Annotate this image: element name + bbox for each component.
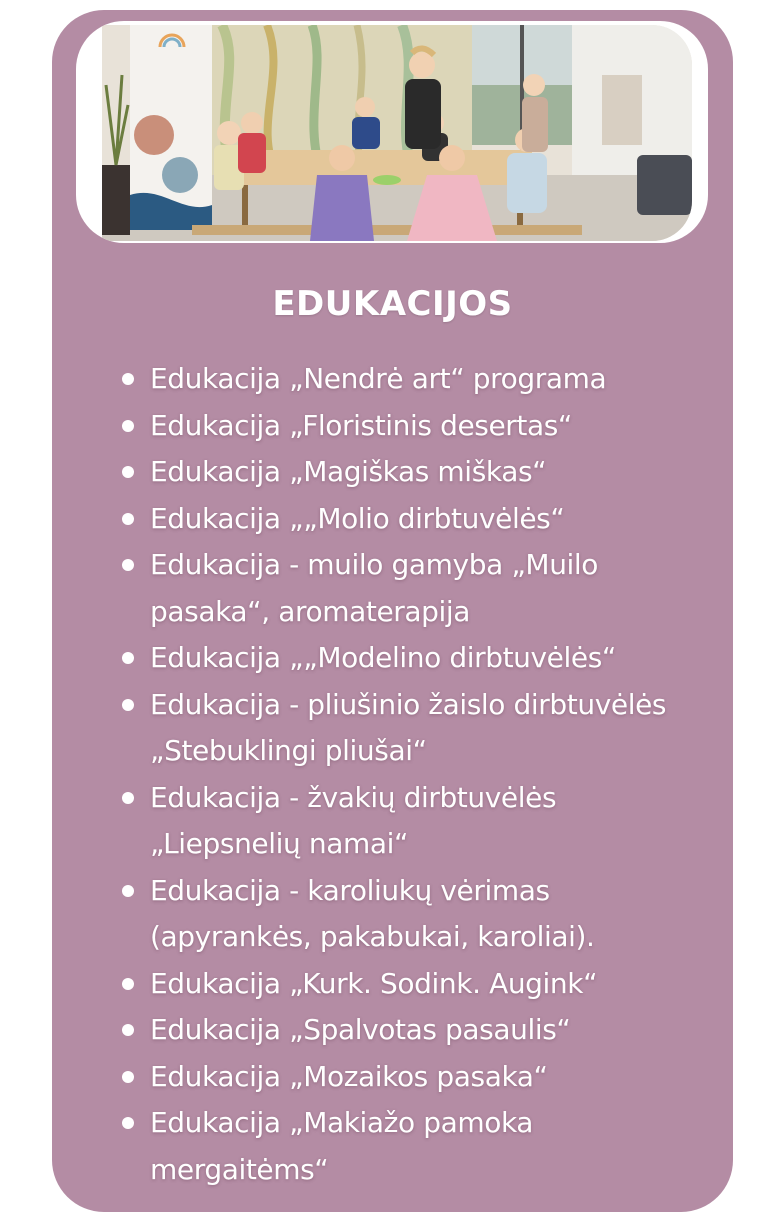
- list-item: [118, 1007, 708, 1054]
- bullet-icon: [122, 1071, 134, 1083]
- list-item-text: Edukacija „Floristinis desertas“: [150, 408, 573, 442]
- list-item-text: Edukacija „Magiškas miškas“: [150, 455, 547, 488]
- list-item-text: Edukacija „Makiažo pamoka mergaitėms“: [150, 1106, 534, 1186]
- list-item: [118, 635, 708, 682]
- bullet-icon: [122, 373, 134, 385]
- list-item-text: Edukacija „Nendrė art“ programa: [150, 362, 607, 395]
- list-item-text: Edukacija - žvakių dirbtuvėlės „Liepsnelių namai“: [150, 780, 557, 860]
- bullet-icon: [122, 885, 134, 897]
- bullet-icon: [122, 559, 134, 571]
- list-item-text: Edukacija - karoliukų vėrimas (apyrankės, pakabukai, karoliai).: [150, 873, 595, 953]
- list-item: [118, 775, 708, 868]
- bullet-icon: [122, 466, 134, 478]
- list-item: [118, 868, 708, 961]
- list-item: [118, 1054, 708, 1101]
- bullet-icon: [122, 652, 134, 664]
- list-item-text: Edukacija „Spalvotas pasaulis“: [150, 1013, 571, 1046]
- list-item: [118, 682, 708, 775]
- list-item: [118, 961, 708, 1008]
- list-item-text: Edukacija „Kurk. Sodink. Augink“: [150, 966, 598, 1000]
- list-item: [118, 403, 708, 450]
- list-item-text: Edukacija - pliušinio žaislo dirbtuvėlės „Stebuklingi pliušai“: [150, 687, 667, 767]
- list-item-text: Edukacija „„Molio dirbtuvėlės“: [150, 501, 565, 535]
- list-item-text: Edukacija „Mozaikos pasaka“: [150, 1059, 548, 1093]
- bullet-icon: [122, 420, 134, 432]
- list-item: [118, 449, 708, 496]
- classroom-photo: [102, 25, 692, 241]
- list-item: [118, 542, 708, 635]
- list-item: [118, 496, 708, 543]
- photo-frame: [76, 21, 708, 243]
- list-item: [118, 1100, 708, 1193]
- bullet-icon: [122, 978, 134, 990]
- bullet-icon: [122, 513, 134, 525]
- page-title: EDUKACIJOS: [272, 284, 513, 324]
- classroom-illustration: [102, 25, 692, 241]
- list-item-text: Edukacija - muilo gamyba „Muilo pasaka“, aromaterapija: [150, 548, 599, 628]
- list-item-text: Edukacija „„Modelino dirbtuvėlės“: [150, 641, 616, 674]
- bullet-icon: [122, 699, 134, 711]
- bullet-icon: [122, 1117, 134, 1129]
- bullet-icon: [122, 1024, 134, 1036]
- education-list: [118, 356, 708, 1193]
- bullet-icon: [122, 792, 134, 804]
- list-item: [118, 356, 708, 403]
